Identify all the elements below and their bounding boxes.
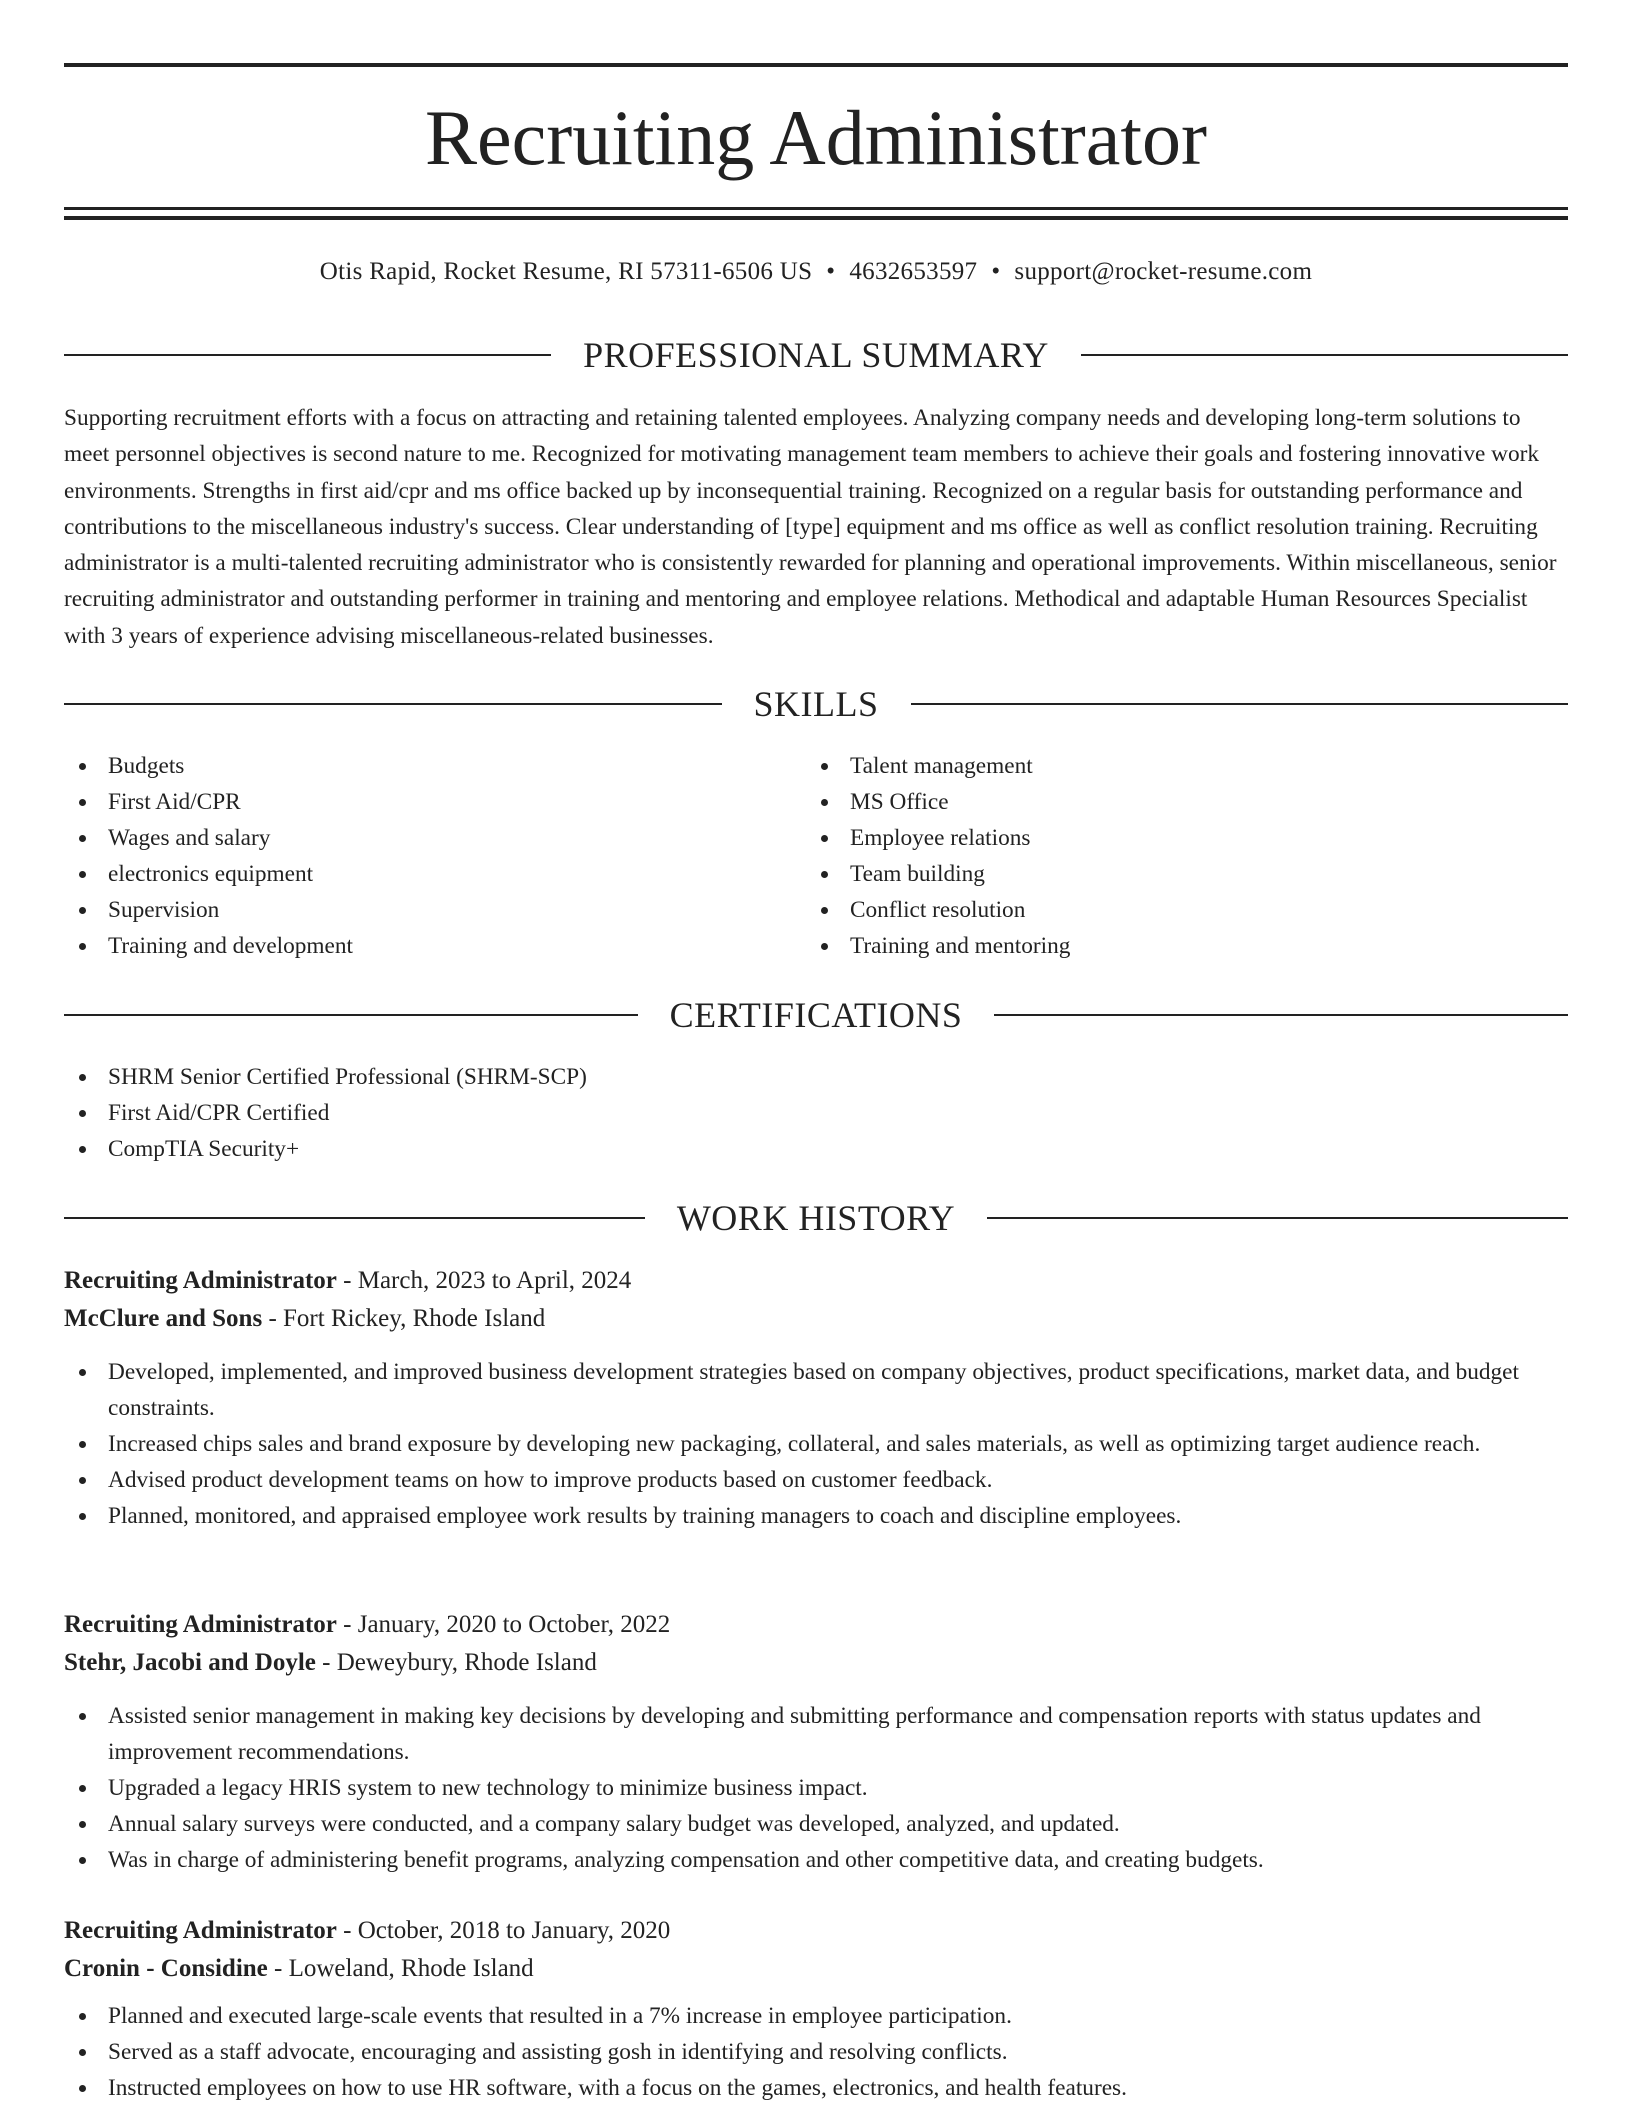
skill-item: Training and mentoring (806, 928, 1506, 964)
job-bullets (64, 1998, 1568, 2106)
work-history-heading (64, 1198, 1568, 1238)
skill-item: Budgets (64, 748, 764, 784)
job-company: McClure and Sons (64, 1305, 263, 1332)
section-title: WORK HISTORY (676, 1198, 956, 1238)
job-location: - Loweland, Rhode Island (267, 1955, 534, 1982)
job-bullet: Developed, implemented, and improved business development strategies based on company objectives, product specifications, market data, and budget constraints. (64, 1354, 1568, 1426)
heading-rule (911, 703, 1569, 705)
header-rule-upper (64, 207, 1568, 210)
heading-rule (64, 1014, 638, 1016)
job-dates: - October, 2018 to January, 2020 (336, 1917, 671, 1944)
job-title: Recruiting Administrator (64, 1917, 337, 1944)
job-bullet: Increased chips sales and brand exposure by developing new packaging, collateral, and sales materials, as well as optimizing target audience reach. (64, 1426, 1568, 1462)
certifications-list (64, 1059, 1568, 1167)
skills-list-left (64, 748, 764, 964)
skill-item: Team building (806, 856, 1506, 892)
job-bullet: Advised product development teams on how to improve products based on customer feedback. (64, 1462, 1568, 1498)
skill-item: electronics equipment (64, 856, 764, 892)
section-title: CERTIFICATIONS (669, 995, 963, 1035)
heading-rule (64, 1217, 645, 1219)
contact-separator: • (826, 258, 836, 285)
job-bullet: Instructed employees on how to use HR software, with a focus on the games, electronics, and health features. (64, 2070, 1568, 2106)
job-dates: - March, 2023 to April, 2024 (336, 1267, 632, 1294)
summary-heading (64, 335, 1568, 375)
certifications-heading (64, 995, 1568, 1035)
skills-list-right (806, 748, 1506, 964)
job-title-line (64, 1262, 1568, 1300)
job-company: Stehr, Jacobi and Doyle (64, 1649, 316, 1676)
job-dates: - January, 2020 to October, 2022 (336, 1611, 671, 1638)
job-title-line (64, 1912, 1568, 1950)
section-title: SKILLS (753, 684, 879, 724)
job-bullet: Upgraded a legacy HRIS system to new technology to minimize business impact. (64, 1770, 1568, 1806)
contact-address: Otis Rapid, Rocket Resume, RI 57311-6506 US (319, 258, 813, 285)
summary-text: Supporting recruitment efforts with a focus on attracting and retaining talented employees. Analyzing company needs and developing long-term solutions to meet personnel objectives is second nature to me. Recognized for motivating management team members to achieve their goals and fostering innovative work environments. Strengths in first aid/cpr and ms office backed up by inconsequential training. Recognized on a regular basis for outstanding performance and contributions to the miscellaneous industry's success. Clear understanding of [type] equipment and ms office as well as conflict resolution training. Recruiting administrator is a multi-talented recruiting administrator who is consistently rewarded for planning and operational improvements. Within miscellaneous, senior recruiting administrator and outstanding performer in training and mentoring and employee relations. Methodical and adaptable Human Resources Specialist with 3 years of experience advising miscellaneous-related businesses. (64, 405, 1557, 649)
job-entry (64, 1262, 1568, 1534)
certification-item: First Aid/CPR Certified (64, 1095, 1568, 1131)
job-bullet: Planned, monitored, and appraised employee work results by training managers to coach and discipline employees. (64, 1498, 1568, 1534)
job-location: - Deweybury, Rhode Island (315, 1649, 597, 1676)
heading-rule (64, 354, 551, 356)
skill-item: MS Office (806, 784, 1506, 820)
job-company-line (64, 1950, 1568, 1988)
heading-rule (987, 1217, 1568, 1219)
job-bullets (64, 1698, 1568, 1878)
candidate-name: Recruiting Administrator (424, 94, 1208, 181)
job-bullet: Assisted senior management in making key decisions by developing and submitting performance and compensation reports with status updates and improvement recommendations. (64, 1698, 1568, 1770)
skill-item: Employee relations (806, 820, 1506, 856)
skill-item: First Aid/CPR (64, 784, 764, 820)
job-title: Recruiting Administrator (64, 1267, 337, 1294)
job-title-line (64, 1606, 1568, 1644)
job-bullet: Served as a staff advocate, encouraging and assisting gosh in identifying and resolving conflicts. (64, 2034, 1568, 2070)
heading-rule (1081, 354, 1568, 356)
job-title: Recruiting Administrator (64, 1611, 337, 1638)
job-bullets (64, 1354, 1568, 1534)
contact-line (64, 254, 1568, 290)
heading-rule (994, 1014, 1568, 1016)
job-entry (64, 1912, 1568, 2106)
job-location: - Fort Rickey, Rhode Island (262, 1305, 546, 1332)
job-company-line (64, 1644, 1568, 1682)
skill-item: Conflict resolution (806, 892, 1506, 928)
certification-item: SHRM Senior Certified Professional (SHRM-SCP) (64, 1059, 1568, 1095)
job-company-line (64, 1300, 1568, 1338)
certification-item: CompTIA Security+ (64, 1131, 1568, 1167)
job-entry (64, 1606, 1568, 1878)
skill-item: Supervision (64, 892, 764, 928)
top-rule (64, 63, 1568, 67)
job-bullet: Was in charge of administering benefit programs, analyzing compensation and other competitive data, and creating budgets. (64, 1842, 1568, 1878)
skills-heading (64, 684, 1568, 724)
job-company: Cronin - Considine (64, 1955, 268, 1982)
header-rule-lower (64, 216, 1568, 220)
contact-phone: 4632653597 (849, 258, 978, 285)
contact-email: support@rocket-resume.com (1014, 258, 1313, 285)
skill-item: Talent management (806, 748, 1506, 784)
skill-item: Training and development (64, 928, 764, 964)
section-title: PROFESSIONAL SUMMARY (583, 335, 1049, 375)
heading-rule (64, 703, 722, 705)
job-bullet: Annual salary surveys were conducted, and a company salary budget was developed, analyzed, and updated. (64, 1806, 1568, 1842)
skill-item: Wages and salary (64, 820, 764, 856)
contact-separator: • (991, 258, 1001, 285)
job-bullet: Planned and executed large-scale events that resulted in a 7% increase in employee participation. (64, 1998, 1568, 2034)
